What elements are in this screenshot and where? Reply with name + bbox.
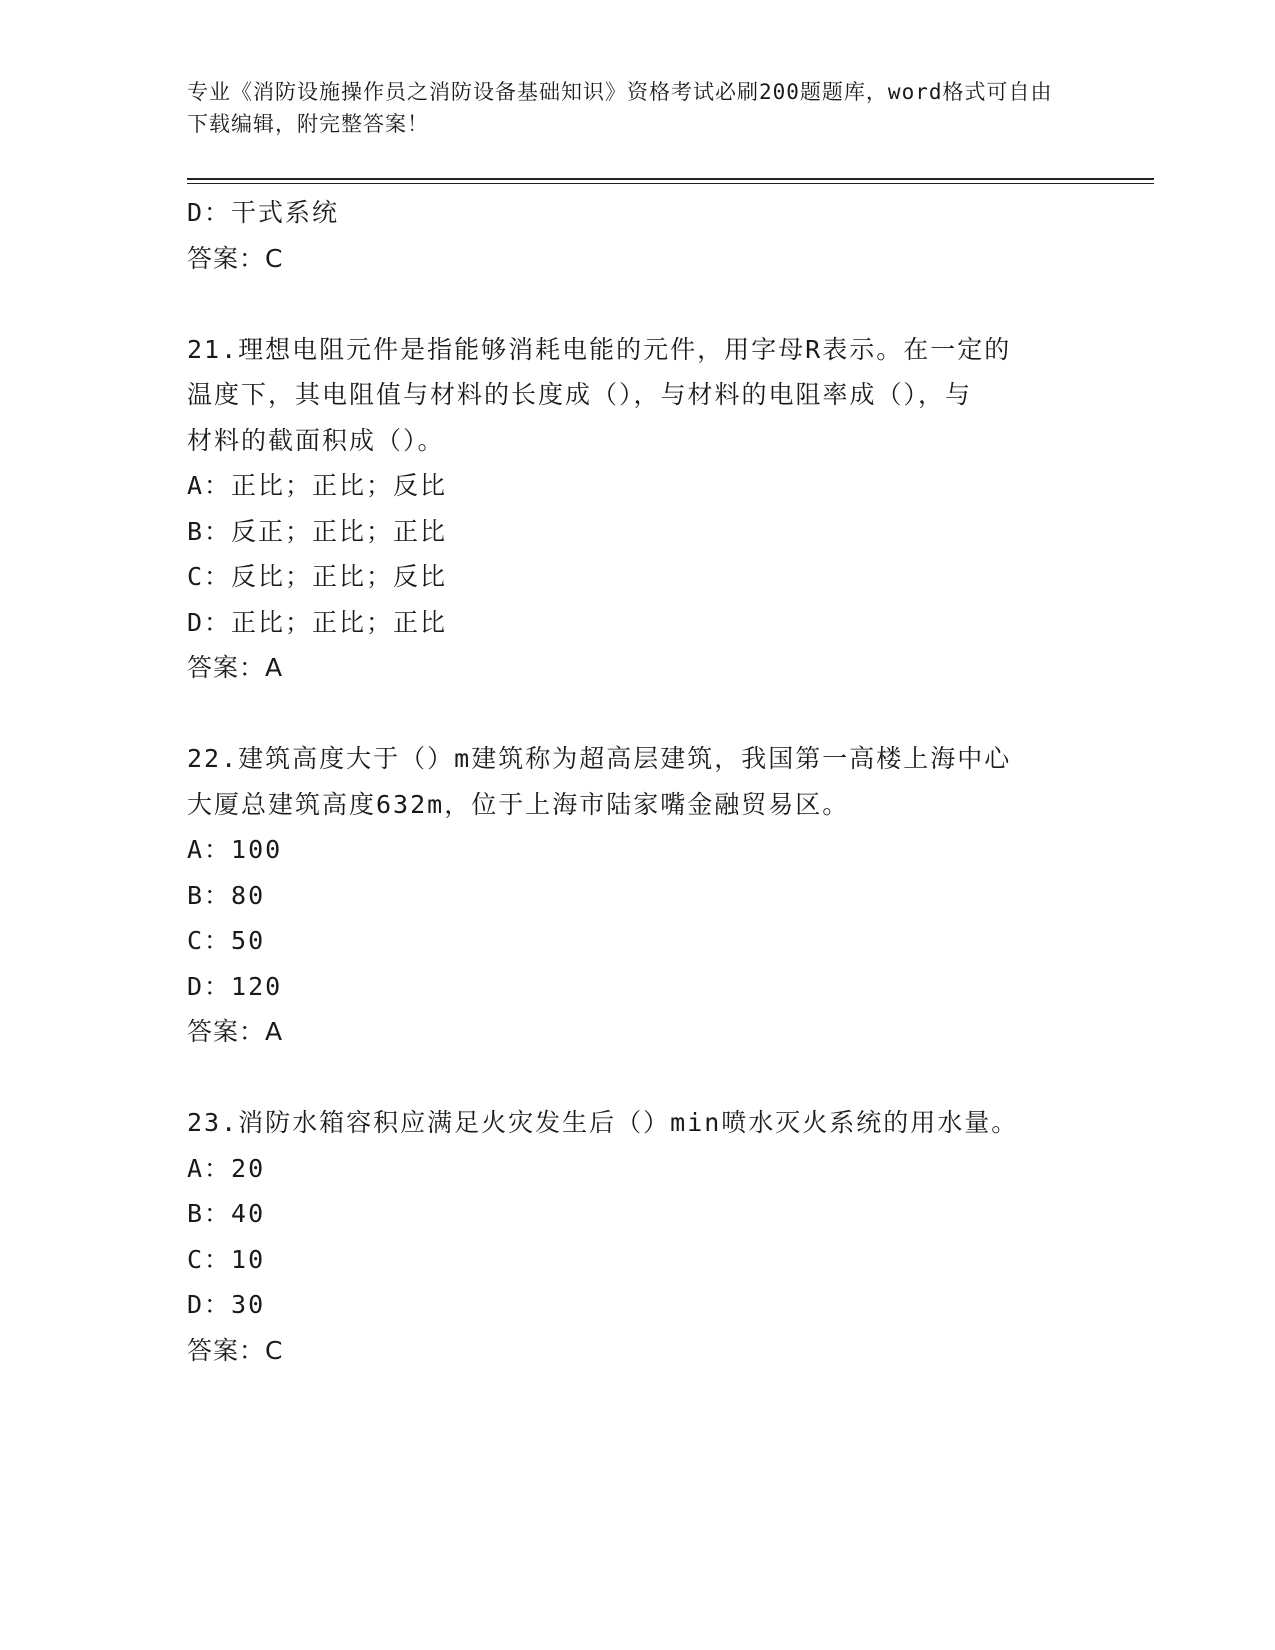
previous-answer: 答案：C [187,243,284,273]
option-a: A：100 [187,835,283,864]
question-stem-line: 材料的截面积成（）。 [187,425,445,455]
question-22 [187,736,1087,1055]
spacer [187,1055,1087,1101]
question-stem-line: 大厦总建筑高度632m，位于上海市陆家嘴金融贸易区。 [187,789,850,819]
document-header-title: 专业《消防设施操作员之消防设备基础知识》资格考试必刷200题题库，word格式可自由下载编辑，附完整答案！ [187,80,1053,136]
question-23 [187,1100,1087,1373]
question-stem-line: 21.理想电阻元件是指能够消耗电能的元件，用字母R表示。在一定的 [187,334,1012,364]
answer: 答案：C [187,1335,284,1365]
option-b: B：反正；正比；正比 [187,516,448,546]
question-stem-line: 23.消防水箱容积应满足火灾发生后（）min喷水灭火系统的用水量。 [187,1108,1019,1137]
option-b: B：80 [187,880,266,910]
question-21 [187,327,1087,691]
option-a: A：20 [187,1153,266,1183]
question-content [187,190,1087,1373]
spacer [187,691,1087,737]
option-c: C：50 [187,926,266,955]
option-a: A：正比；正比；反比 [187,471,448,500]
option-d: D：正比；正比；正比 [187,607,448,637]
answer: 答案：A [187,1017,284,1046]
question-stem-line: 22.建筑高度大于（）m建筑称为超高层建筑，我国第一高楼上海中心 [187,744,1012,773]
option-d: D：120 [187,971,283,1001]
previous-option-d: D：干式系统 [187,198,340,227]
option-c: C：10 [187,1244,266,1274]
spacer [187,281,1087,327]
header-divider [187,178,1154,184]
option-c: C：反比；正比；反比 [187,562,448,591]
answer: 答案：A [187,653,284,682]
option-d: D：30 [187,1290,266,1319]
option-b: B：40 [187,1199,266,1228]
question-stem-line: 温度下，其电阻值与材料的长度成（），与材料的电阻率成（），与 [187,380,973,409]
